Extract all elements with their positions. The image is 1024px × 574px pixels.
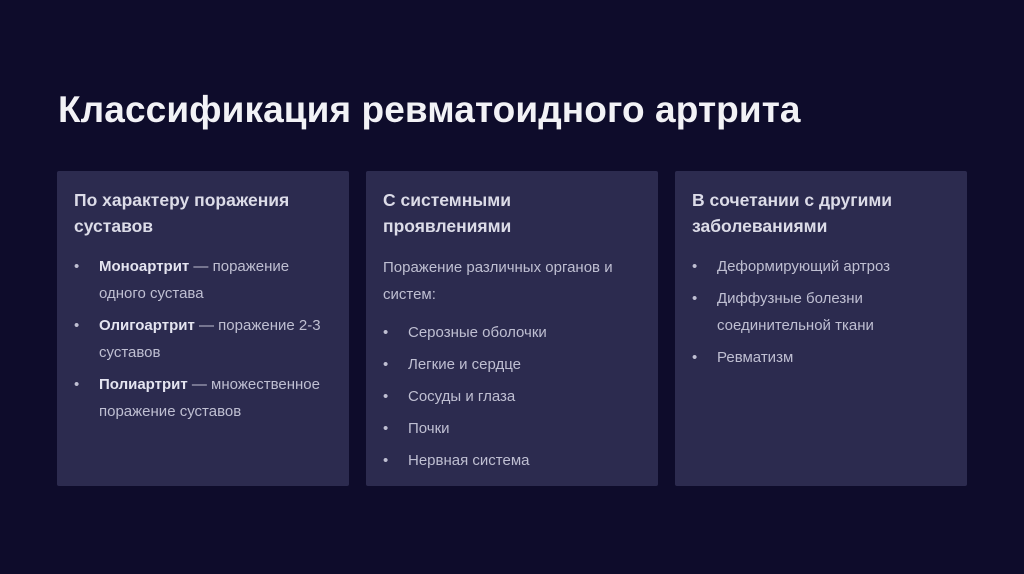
card-heading: В сочетании с другими заболеваниями	[692, 190, 893, 236]
list-item-text: — множественное поражение суставов	[99, 376, 320, 420]
list-item-text: — поражение 2-3 суставов	[99, 317, 321, 361]
list-item-term: Полиартрит	[99, 376, 188, 393]
list-item	[383, 383, 642, 410]
list-item-text: Почки	[408, 420, 450, 437]
list-item-text: Сосуды и глаза	[408, 388, 516, 405]
bullet-list	[383, 319, 642, 474]
list-item	[383, 319, 642, 346]
list-item-term: Олигоартрит	[99, 317, 195, 334]
list-item-text: Легкие и сердце	[408, 356, 522, 373]
card-intro: Поражение различных органов и систем:	[383, 259, 613, 303]
list-item	[74, 253, 333, 307]
list-item	[74, 312, 333, 366]
list-item	[692, 344, 951, 371]
slide-title: Классификация ревматоидного артрита	[58, 89, 801, 130]
list-item	[692, 285, 951, 339]
list-item-text: Серозные оболочки	[408, 324, 547, 341]
bullet-list	[692, 253, 951, 371]
list-item-text: — поражение одного сустава	[99, 258, 290, 302]
list-item	[74, 371, 333, 425]
list-item-text: Деформирующий артроз	[717, 258, 891, 275]
list-item-term: Моноартрит	[99, 258, 190, 275]
list-item	[383, 415, 642, 442]
list-item	[383, 351, 642, 378]
list-item-text: Диффузные болезни соединительной ткани	[717, 290, 874, 334]
card-comorbid	[675, 171, 967, 486]
card-systemic	[366, 171, 658, 486]
card-joint-damage	[57, 171, 349, 486]
list-item-text: Нервная система	[408, 452, 530, 469]
list-item-text: Ревматизм	[717, 349, 794, 366]
list-item	[383, 447, 642, 474]
card-heading: С системными проявлениями	[383, 190, 512, 236]
card-heading: По характеру поражения суставов	[74, 190, 290, 236]
bullet-list	[74, 253, 333, 425]
list-item	[692, 253, 951, 280]
